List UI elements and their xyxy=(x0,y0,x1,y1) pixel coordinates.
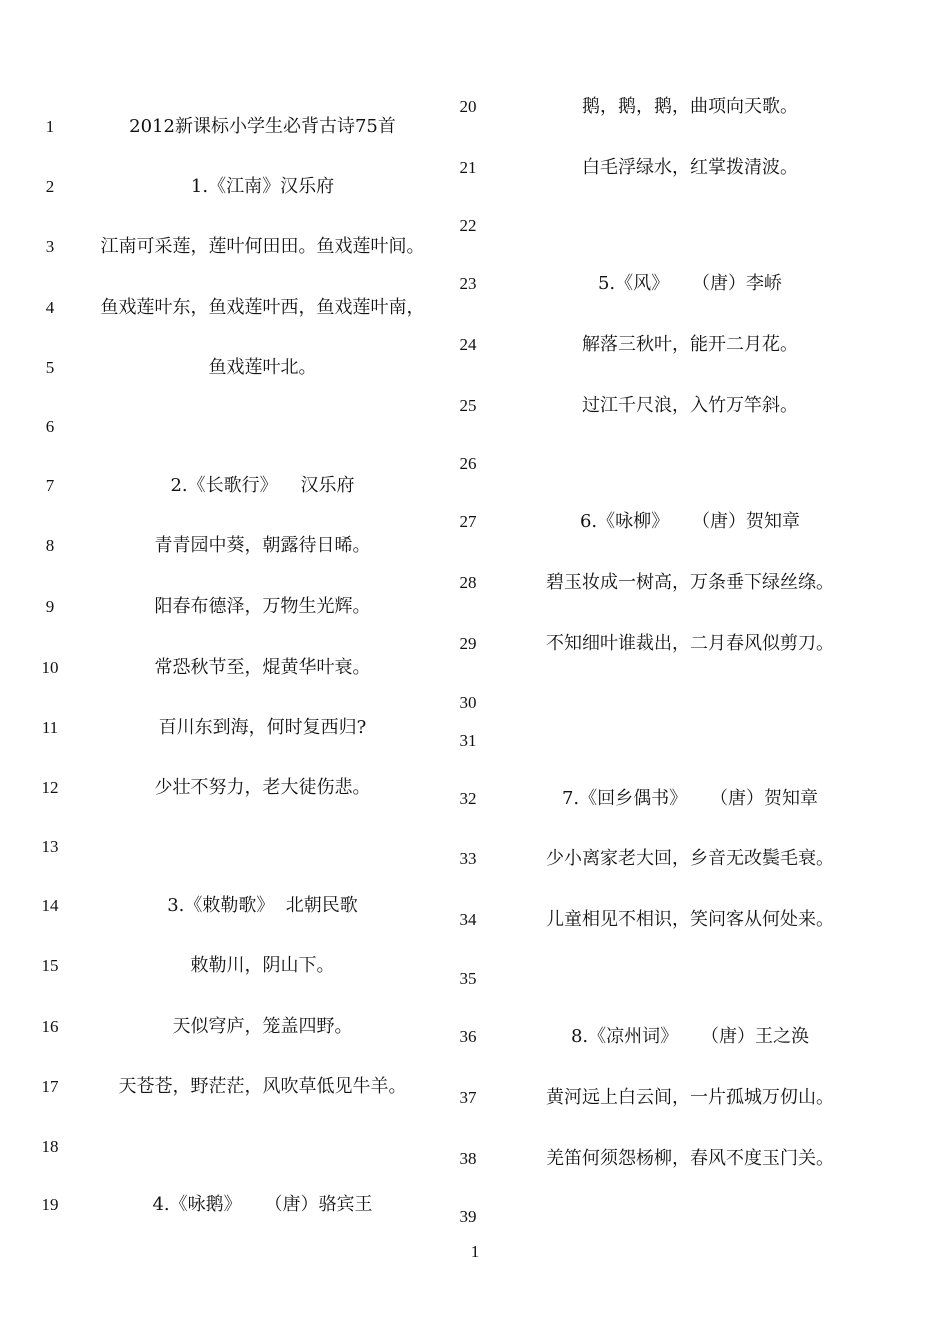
line-number: 20 xyxy=(459,97,477,116)
line-number: 34 xyxy=(459,910,477,929)
line-21 xyxy=(450,153,880,183)
line-number: 11 xyxy=(41,718,59,737)
poem-title: 8.《凉州词》 （唐）王之涣 xyxy=(570,1026,810,1047)
line-29 xyxy=(450,629,880,659)
line-number: 2 xyxy=(45,177,55,196)
poem-title: 7.《回乡偶书》 （唐）贺知章 xyxy=(561,788,819,809)
line-5 xyxy=(0,353,450,383)
line-2 xyxy=(0,172,450,202)
poem-line: 鱼戏莲叶北。 xyxy=(208,357,317,378)
line-number: 7 xyxy=(45,476,55,495)
line-number: 36 xyxy=(459,1027,477,1046)
line-28 xyxy=(450,568,880,598)
line-number: 38 xyxy=(459,1149,477,1168)
line-35 xyxy=(450,964,880,994)
poem-line: 天苍苍，野茫茫，风吹草低见牛羊。 xyxy=(118,1076,407,1097)
line-number: 18 xyxy=(41,1137,59,1156)
poem-title: 2.《长歌行》 汉乐府 xyxy=(170,475,355,496)
line-36 xyxy=(450,1022,880,1052)
line-number: 23 xyxy=(459,274,477,293)
line-30 xyxy=(450,688,880,718)
page-number: 1 xyxy=(470,1242,480,1261)
line-15 xyxy=(0,951,450,981)
line-19 xyxy=(0,1190,450,1220)
line-6 xyxy=(0,412,450,442)
poem-line: 江南可采莲，莲叶何田田。鱼戏莲叶间。 xyxy=(100,236,425,257)
line-number: 8 xyxy=(45,536,55,555)
line-8 xyxy=(0,531,450,561)
line-number: 10 xyxy=(41,658,59,677)
line-number: 5 xyxy=(45,358,55,377)
poem-title: 1.《江南》汉乐府 xyxy=(190,176,335,197)
line-31 xyxy=(450,726,880,756)
line-34 xyxy=(450,905,880,935)
line-4 xyxy=(0,293,450,323)
line-38 xyxy=(450,1144,880,1174)
poem-line: 少壮不努力，老大徒伤悲。 xyxy=(154,777,371,798)
line-18 xyxy=(0,1132,450,1162)
line-number: 29 xyxy=(459,634,477,653)
line-number: 33 xyxy=(459,849,477,868)
poem-line: 鹅，鹅，鹅，曲项向天歌。 xyxy=(582,96,798,117)
line-number: 17 xyxy=(41,1077,59,1096)
line-number: 12 xyxy=(41,778,59,797)
line-number: 15 xyxy=(41,956,59,975)
line-1 xyxy=(0,112,450,142)
line-20 xyxy=(450,92,880,122)
line-32 xyxy=(450,784,880,814)
poem-line: 解落三秋叶，能开二月花。 xyxy=(582,334,798,355)
poem-line: 儿童相见不相识，笑问客从何处来。 xyxy=(546,909,834,930)
poem-line: 阳春布德泽，万物生光辉。 xyxy=(154,596,371,617)
line-number: 13 xyxy=(41,837,59,856)
line-25 xyxy=(450,391,880,421)
line-number: 25 xyxy=(459,396,477,415)
poem-title: 6.《咏柳》 （唐）贺知章 xyxy=(579,511,801,532)
line-number: 30 xyxy=(459,693,477,712)
poem-line: 碧玉妆成一树高，万条垂下绿丝绦。 xyxy=(546,572,834,593)
line-33 xyxy=(450,844,880,874)
line-22 xyxy=(450,211,880,241)
line-27 xyxy=(450,507,880,537)
line-37 xyxy=(450,1083,880,1113)
poem-line: 少小离家老大回，乡音无改鬓毛衰。 xyxy=(546,848,834,869)
poem-line: 常恐秋节至，焜黄华叶衰。 xyxy=(154,657,371,678)
line-number: 27 xyxy=(459,512,477,531)
line-number: 26 xyxy=(459,454,477,473)
poem-line: 白毛浮绿水，红掌拨清波。 xyxy=(582,157,798,178)
poem-title: 4.《咏鹅》 （唐）骆宾王 xyxy=(152,1194,373,1215)
line-26 xyxy=(450,449,880,479)
line-7 xyxy=(0,471,450,501)
line-17 xyxy=(0,1072,450,1102)
line-9 xyxy=(0,592,450,622)
poem-line: 不知细叶谁裁出，二月春风似剪刀。 xyxy=(546,633,834,654)
line-number: 4 xyxy=(45,298,55,317)
line-number: 16 xyxy=(41,1017,59,1036)
poem-line: 过江千尺浪，入竹万竿斜。 xyxy=(582,395,798,416)
line-3 xyxy=(0,232,450,262)
line-10 xyxy=(0,653,450,683)
poem-line: 敕勒川，阴山下。 xyxy=(190,955,335,976)
line-12 xyxy=(0,773,450,803)
line-number: 24 xyxy=(459,335,477,354)
line-number: 31 xyxy=(459,731,477,750)
poem-line: 天似穹庐，笼盖四野。 xyxy=(172,1016,353,1037)
line-number: 28 xyxy=(459,573,477,592)
line-number: 32 xyxy=(459,789,477,808)
line-number: 21 xyxy=(459,158,477,177)
line-number: 1 xyxy=(45,117,55,136)
poem-line: 黄河远上白云间，一片孤城万仞山。 xyxy=(546,1087,834,1108)
line-number: 39 xyxy=(459,1207,477,1226)
poem-line: 百川东到海，何时复西归? xyxy=(158,717,367,738)
line-23 xyxy=(450,269,880,299)
line-13 xyxy=(0,832,450,862)
line-number: 6 xyxy=(45,417,55,436)
poem-line: 羌笛何须怨杨柳，春风不度玉门关。 xyxy=(546,1148,834,1169)
line-number: 14 xyxy=(41,896,59,915)
line-number: 9 xyxy=(45,597,55,616)
line-39 xyxy=(450,1202,880,1232)
line-number: 35 xyxy=(459,969,477,988)
line-number: 22 xyxy=(459,216,477,235)
line-number: 37 xyxy=(459,1088,477,1107)
line-11 xyxy=(0,713,450,743)
line-16 xyxy=(0,1012,450,1042)
line-24 xyxy=(450,330,880,360)
poem-title: 3.《敕勒歌》 北朝民歌 xyxy=(167,895,358,916)
poem-line: 青青园中葵，朝露待日晞。 xyxy=(154,535,371,556)
line-number: 3 xyxy=(45,237,55,256)
poem-title: 5.《风》 （唐）李峤 xyxy=(597,273,783,294)
line-14 xyxy=(0,891,450,921)
line-number: 19 xyxy=(41,1195,59,1214)
document-title: 2012新课标小学生必背古诗75首 xyxy=(129,116,396,137)
poem-line: 鱼戏莲叶东，鱼戏莲叶西，鱼戏莲叶南， xyxy=(100,297,425,318)
